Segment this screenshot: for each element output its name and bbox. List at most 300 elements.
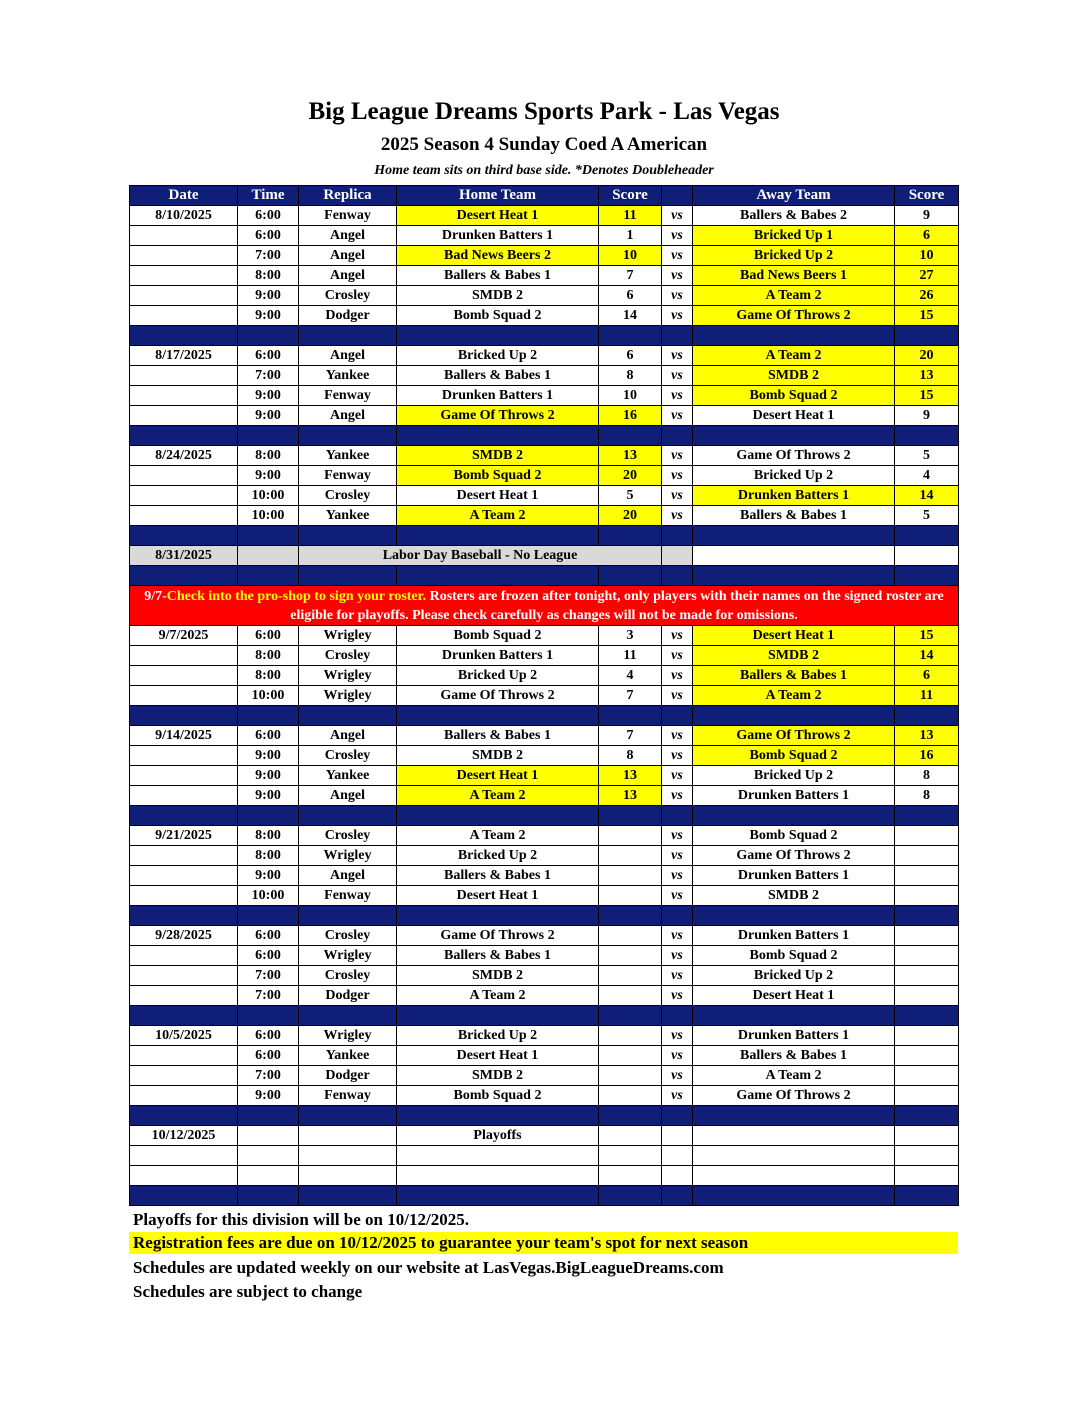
game-field: Yankee [299,1046,397,1066]
game-row [130,226,959,246]
game-field: Wrigley [299,686,397,706]
home-team: Ballers & Babes 1 [397,726,599,746]
week-separator [130,706,959,726]
empty-cell [895,546,959,566]
separator-cell [299,806,397,826]
separator-cell [895,326,959,346]
game-row [130,386,959,406]
game-field: Crosley [299,746,397,766]
separator-cell [238,526,299,546]
game-date: 9/28/2025 [130,926,238,946]
separator-cell [662,906,693,926]
empty-cell [895,1166,959,1186]
separator-cell [599,706,662,726]
home-score [599,886,662,906]
home-score [599,966,662,986]
home-team: Ballers & Babes 1 [397,946,599,966]
home-score [599,986,662,1006]
playoff-row [130,1126,959,1146]
separator-cell [299,1006,397,1026]
game-date [130,986,238,1006]
away-team: Game Of Throws 2 [693,446,895,466]
separator-cell [397,1006,599,1026]
home-score: 8 [599,746,662,766]
game-time: 9:00 [238,386,299,406]
separator-cell [299,426,397,446]
notice-text: Rosters are frozen after tonight, only players with their names on the signed roster are eligible for playoffs. Please check carefully as changes will not be made for omissions. [290,588,944,623]
game-field: Fenway [299,386,397,406]
game-field: Angel [299,866,397,886]
separator-cell [299,706,397,726]
separator-cell [130,806,238,826]
playoff-row [130,1166,959,1186]
home-score: 1 [599,226,662,246]
game-field: Crosley [299,926,397,946]
home-team: A Team 2 [397,986,599,1006]
home-team: Bricked Up 2 [397,846,599,866]
game-time: 6:00 [238,946,299,966]
away-team: Bomb Squad 2 [693,946,895,966]
separator-cell [130,1006,238,1026]
away-score [895,986,959,1006]
away-score: 20 [895,346,959,366]
home-score: 11 [599,206,662,226]
col-home-team: Home Team [397,186,599,206]
home-score: 16 [599,406,662,426]
game-row [130,846,959,866]
away-team: Game Of Throws 2 [693,1086,895,1106]
game-row [130,306,959,326]
game-row [130,766,959,786]
game-field: Dodger [299,1066,397,1086]
separator-cell [895,1106,959,1126]
game-date [130,226,238,246]
game-date [130,1066,238,1086]
home-team: Ballers & Babes 1 [397,366,599,386]
season-subtitle: 2025 Season 4 Sunday Coed A American [380,134,708,155]
col-away-team: Away Team [693,186,895,206]
away-team: Game Of Throws 2 [693,846,895,866]
subject-to-change-note: Schedules are subject to change [133,1282,363,1301]
vs-label: vs [662,946,693,966]
vs-label: vs [662,1026,693,1046]
game-row [130,986,959,1006]
schedule-body [130,206,959,1206]
home-score: 10 [599,386,662,406]
schedule-table [129,185,959,1206]
away-team: Drunken Batters 1 [693,1026,895,1046]
away-score [895,1086,959,1106]
roster-notice [130,586,959,626]
separator-cell [693,1106,895,1126]
game-date [130,666,238,686]
vs-label: vs [662,986,693,1006]
game-date [130,646,238,666]
home-score: 4 [599,666,662,686]
col-time: Time [238,186,299,206]
away-score: 27 [895,266,959,286]
separator-cell [130,526,238,546]
away-team: Bricked Up 1 [693,226,895,246]
vs-label: vs [662,726,693,746]
home-team: Ballers & Babes 1 [397,266,599,286]
empty-cell [299,1126,397,1146]
home-score: 7 [599,686,662,706]
game-field: Fenway [299,886,397,906]
game-row [130,366,959,386]
game-time: 10:00 [238,486,299,506]
game-date [130,1086,238,1106]
vs-label: vs [662,1086,693,1106]
game-date [130,306,238,326]
game-row [130,1046,959,1066]
vs-label: vs [662,866,693,886]
game-time: 6:00 [238,346,299,366]
separator-cell [299,326,397,346]
away-score [895,966,959,986]
game-row [130,206,959,226]
game-date [130,366,238,386]
game-row [130,966,959,986]
game-row [130,626,959,646]
separator-cell [662,426,693,446]
vs-label: vs [662,306,693,326]
game-field: Yankee [299,366,397,386]
game-date [130,686,238,706]
game-row [130,746,959,766]
away-score: 15 [895,386,959,406]
vs-label: vs [662,666,693,686]
vs-label: vs [662,446,693,466]
game-row [130,406,959,426]
home-score: 7 [599,266,662,286]
vs-label: vs [662,386,693,406]
home-team: Game Of Throws 2 [397,406,599,426]
home-team: A Team 2 [397,506,599,526]
vs-label: vs [662,226,693,246]
game-field: Angel [299,246,397,266]
separator-cell [299,906,397,926]
game-date [130,746,238,766]
home-score: 8 [599,366,662,386]
empty-cell [238,1146,299,1166]
vs-label: vs [662,846,693,866]
home-team: Bomb Squad 2 [397,1086,599,1106]
home-team: Desert Heat 1 [397,486,599,506]
away-team: Drunken Batters 1 [693,786,895,806]
separator-cell [895,526,959,546]
playoff-label [397,1146,599,1166]
separator-cell [599,1106,662,1126]
home-team: Desert Heat 1 [397,766,599,786]
game-time: 6:00 [238,626,299,646]
game-time: 6:00 [238,226,299,246]
home-score [599,926,662,946]
away-score: 13 [895,366,959,386]
game-row [130,786,959,806]
week-separator [130,806,959,826]
game-date [130,946,238,966]
game-time: 7:00 [238,366,299,386]
away-team: Ballers & Babes 1 [693,506,895,526]
home-score: 7 [599,726,662,746]
page-title: Big League Dreams Sports Park - Las Vegas [308,98,780,125]
empty-cell [693,546,895,566]
separator-cell [662,1006,693,1026]
game-field: Dodger [299,986,397,1006]
away-team: Bomb Squad 2 [693,746,895,766]
empty-cell [662,546,693,566]
game-row [130,266,959,286]
home-team: Bad News Beers 2 [397,246,599,266]
separator-cell [662,1106,693,1126]
empty-cell [662,1126,693,1146]
home-team: SMDB 2 [397,446,599,466]
home-score [599,866,662,886]
separator-cell [693,526,895,546]
away-team: Game Of Throws 2 [693,726,895,746]
vs-label: vs [662,406,693,426]
away-team: Bricked Up 2 [693,766,895,786]
separator-cell [397,526,599,546]
away-score: 15 [895,626,959,646]
game-row [130,686,959,706]
home-team: Bricked Up 2 [397,666,599,686]
empty-cell [299,1146,397,1166]
vs-label: vs [662,1066,693,1086]
away-score: 14 [895,486,959,506]
home-team: Game Of Throws 2 [397,686,599,706]
away-team: Desert Heat 1 [693,406,895,426]
playoffs-note: Playoffs for this division will be on 10/12/2025. [133,1210,469,1229]
vs-label: vs [662,746,693,766]
home-team: A Team 2 [397,826,599,846]
home-score: 20 [599,466,662,486]
separator-cell [130,566,238,586]
separator-cell [397,906,599,926]
week-separator [130,1006,959,1026]
game-field: Wrigley [299,626,397,646]
home-team: Desert Heat 1 [397,206,599,226]
away-team: A Team 2 [693,286,895,306]
game-field: Angel [299,226,397,246]
away-score: 4 [895,466,959,486]
col-vs [662,186,693,206]
home-score: 6 [599,286,662,306]
home-team: SMDB 2 [397,746,599,766]
game-row [130,826,959,846]
game-date [130,406,238,426]
game-time: 10:00 [238,506,299,526]
separator-cell [662,806,693,826]
game-time: 9:00 [238,1086,299,1106]
vs-label: vs [662,966,693,986]
playoff-date: 10/12/2025 [130,1126,238,1146]
home-team: SMDB 2 [397,1066,599,1086]
away-score [895,846,959,866]
separator-cell [693,566,895,586]
game-field: Crosley [299,486,397,506]
home-score: 14 [599,306,662,326]
vs-label: vs [662,466,693,486]
away-score [895,1046,959,1066]
game-date [130,846,238,866]
empty-cell [599,1126,662,1146]
away-team: Desert Heat 1 [693,626,895,646]
separator-cell [238,426,299,446]
game-time: 8:00 [238,446,299,466]
vs-label: vs [662,206,693,226]
game-field: Wrigley [299,846,397,866]
separator-cell [662,326,693,346]
home-team: SMDB 2 [397,286,599,306]
separator-cell [299,526,397,546]
separator-cell [130,426,238,446]
playoff-row [130,1146,959,1166]
game-row [130,446,959,466]
away-score [895,866,959,886]
separator-cell [693,806,895,826]
game-field: Angel [299,266,397,286]
separator-cell [238,1106,299,1126]
week-separator [130,1106,959,1126]
game-date [130,766,238,786]
away-score [895,946,959,966]
separator-cell [397,806,599,826]
empty-cell [238,1166,299,1186]
separator-cell [662,566,693,586]
game-field: Crosley [299,286,397,306]
separator-cell [662,706,693,726]
home-score [599,1026,662,1046]
empty-cell [693,1126,895,1146]
separator-cell [599,326,662,346]
vs-label: vs [662,346,693,366]
playoff-label: Playoffs [397,1126,599,1146]
home-team: SMDB 2 [397,966,599,986]
away-score [895,886,959,906]
holiday-text: Labor Day Baseball - No League [299,546,662,566]
away-score: 13 [895,726,959,746]
empty-cell [693,1166,895,1186]
away-team: Bricked Up 2 [693,246,895,266]
notice-highlight: Check into the pro-shop to sign your roster. [166,588,427,604]
away-score: 10 [895,246,959,266]
home-team: Bomb Squad 2 [397,466,599,486]
game-time: 8:00 [238,846,299,866]
separator-cell [693,1006,895,1026]
game-time: 8:00 [238,646,299,666]
home-score: 13 [599,446,662,466]
empty-cell [599,1146,662,1166]
home-team: Ballers & Babes 1 [397,866,599,886]
away-score: 8 [895,766,959,786]
away-score: 26 [895,286,959,306]
away-score: 15 [895,306,959,326]
game-date [130,246,238,266]
home-score: 3 [599,626,662,646]
vs-label: vs [662,286,693,306]
game-date [130,266,238,286]
vs-label: vs [662,486,693,506]
home-team: Game Of Throws 2 [397,926,599,946]
home-score: 20 [599,506,662,526]
home-score: 5 [599,486,662,506]
away-team: Drunken Batters 1 [693,866,895,886]
away-team: Bricked Up 2 [693,466,895,486]
separator-cell [397,1186,599,1206]
game-field: Yankee [299,506,397,526]
game-row [130,1086,959,1106]
separator-cell [599,906,662,926]
empty-cell [238,546,299,566]
vs-label: vs [662,506,693,526]
away-team: A Team 2 [693,1066,895,1086]
game-date: 9/7/2025 [130,626,238,646]
vs-label: vs [662,826,693,846]
game-field: Yankee [299,766,397,786]
game-time: 10:00 [238,686,299,706]
col-away-score: Score [895,186,959,206]
game-date [130,886,238,906]
game-row [130,1026,959,1046]
game-time: 7:00 [238,246,299,266]
game-row [130,286,959,306]
separator-cell [299,1186,397,1206]
game-time: 6:00 [238,1026,299,1046]
empty-cell [599,1166,662,1186]
separator-cell [130,906,238,926]
separator-cell [693,706,895,726]
separator-cell [693,906,895,926]
game-row [130,1066,959,1086]
game-row [130,346,959,366]
playoff-date [130,1146,238,1166]
game-date [130,466,238,486]
game-date [130,486,238,506]
away-team: Bricked Up 2 [693,966,895,986]
game-field: Fenway [299,1086,397,1106]
separator-cell [895,806,959,826]
empty-cell [895,1126,959,1146]
game-field: Angel [299,346,397,366]
away-team: A Team 2 [693,346,895,366]
game-time: 6:00 [238,726,299,746]
game-date: 8/24/2025 [130,446,238,466]
game-field: Yankee [299,446,397,466]
game-row [130,946,959,966]
game-date [130,786,238,806]
vs-label: vs [662,1046,693,1066]
game-row [130,506,959,526]
separator-cell [299,1106,397,1126]
empty-cell [662,1166,693,1186]
away-team: Ballers & Babes 1 [693,666,895,686]
home-team: Bricked Up 2 [397,1026,599,1046]
separator-cell [397,326,599,346]
home-score: 11 [599,646,662,666]
col-replica: Replica [299,186,397,206]
separator-cell [130,1106,238,1126]
vs-label: vs [662,886,693,906]
vs-label: vs [662,646,693,666]
away-team: Bad News Beers 1 [693,266,895,286]
game-date: 9/14/2025 [130,726,238,746]
separator-cell [693,326,895,346]
vs-label: vs [662,246,693,266]
away-score [895,926,959,946]
away-team: Drunken Batters 1 [693,926,895,946]
